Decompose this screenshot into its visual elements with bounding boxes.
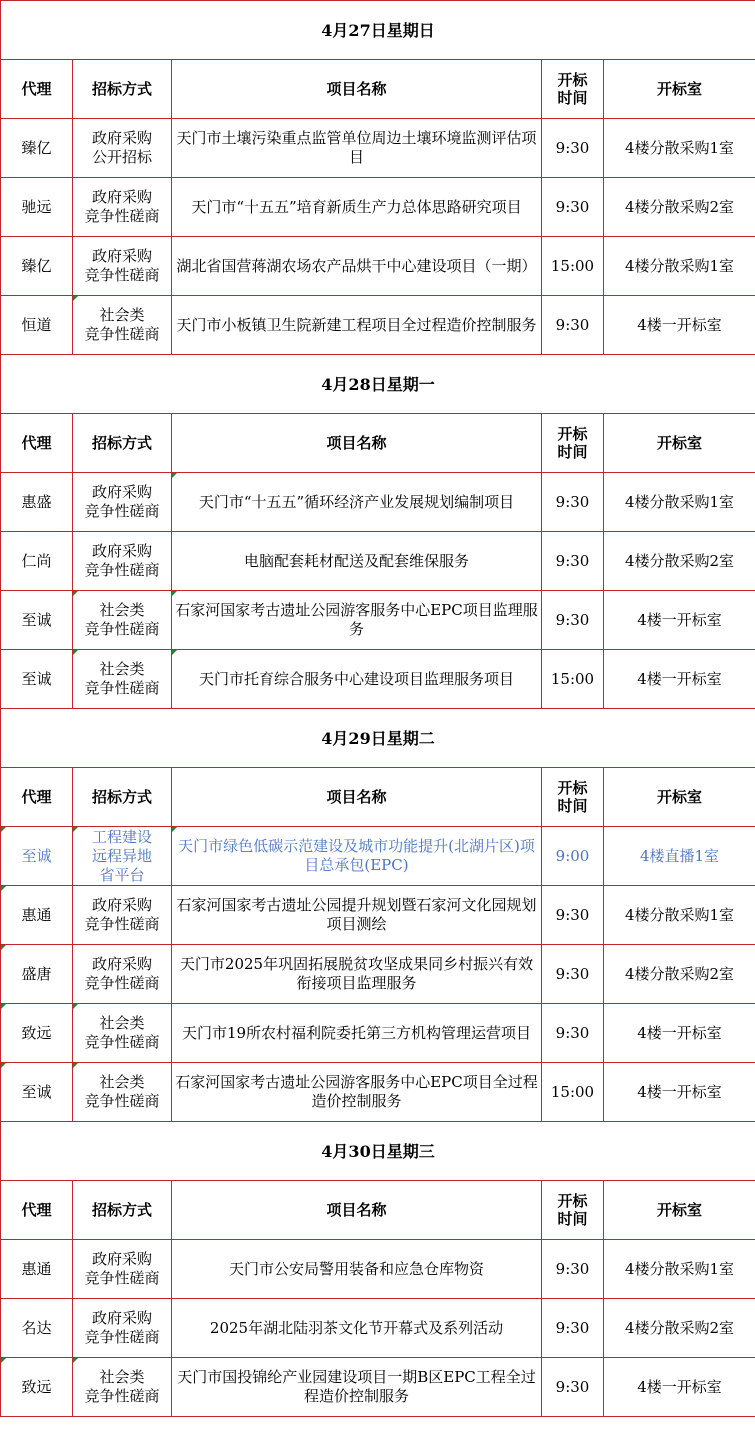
header-row	[1, 768, 755, 827]
header-agent: 代理	[1, 414, 73, 473]
header-project: 项目名称	[172, 414, 542, 473]
time-cell: 9:30	[542, 1240, 604, 1299]
project-cell: 石家河国家考古遗址公园游客服务中心EPC项目全过程造价控制服务	[172, 1063, 542, 1122]
method-cell	[73, 827, 172, 886]
date-row	[1, 1, 755, 60]
project-cell: 2025年湖北陆羽茶文化节开幕式及系列活动	[172, 1299, 542, 1358]
time-cell: 9:30	[542, 473, 604, 532]
header-project: 项目名称	[172, 1181, 542, 1240]
room-cell: 4楼一开标室	[604, 296, 755, 355]
header-time-line2: 时间	[557, 797, 588, 815]
room-cell: 4楼一开标室	[604, 1004, 755, 1063]
date-heading: 4月27日星期日	[1, 1, 755, 60]
method-line1: 政府采购	[91, 188, 152, 206]
method-line2: 公开招标	[91, 148, 152, 166]
time-cell: 9:30	[542, 886, 604, 945]
table-row	[1, 296, 755, 355]
header-room: 开标室	[604, 768, 755, 827]
method-line1: 政府采购	[91, 1250, 152, 1268]
agent-cell: 致远	[1, 1004, 73, 1063]
date-row	[1, 709, 755, 768]
agent-cell: 臻亿	[1, 237, 73, 296]
table-row	[1, 1240, 755, 1299]
room-cell: 4楼分散采购2室	[604, 532, 755, 591]
time-cell: 9:00	[542, 827, 604, 886]
method-cell	[73, 1358, 172, 1417]
method-cell	[73, 473, 172, 532]
room-cell: 4楼分散采购2室	[604, 1299, 755, 1358]
project-cell: 石家河国家考古遗址公园提升规划暨石家河文化园规划项目测绘	[172, 886, 542, 945]
method-cell	[73, 1299, 172, 1358]
project-cell: 天门市“十五五”培育新质生产力总体思路研究项目	[172, 178, 542, 237]
header-time-line2: 时间	[557, 443, 588, 461]
date-row	[1, 355, 755, 414]
project-cell: 天门市19所农村福利院委托第三方机构管理运营项目	[172, 1004, 542, 1063]
method-cell	[73, 1240, 172, 1299]
method-cell	[73, 532, 172, 591]
table-row	[1, 1063, 755, 1122]
method-cell	[73, 945, 172, 1004]
method-cell	[73, 1004, 172, 1063]
project-cell: 电脑配套耗材配送及配套维保服务	[172, 532, 542, 591]
method-line1: 政府采购	[91, 1309, 152, 1327]
method-cell	[73, 178, 172, 237]
method-line1: 政府采购	[91, 955, 152, 973]
header-time-line2: 时间	[557, 89, 588, 107]
project-cell: 天门市土壤污染重点监管单位周边土壤环境监测评估项目	[172, 119, 542, 178]
agent-cell: 至诚	[1, 591, 73, 650]
header-row	[1, 60, 755, 119]
table-row	[1, 827, 755, 886]
time-cell: 9:30	[542, 532, 604, 591]
project-cell: 天门市公安局警用装备和应急仓库物资	[172, 1240, 542, 1299]
table-row	[1, 1004, 755, 1063]
room-cell: 4楼分散采购1室	[604, 473, 755, 532]
method-line2: 远程异地	[91, 846, 152, 865]
date-heading: 4月29日星期二	[1, 709, 755, 768]
project-cell: 石家河国家考古遗址公园游客服务中心EPC项目监理服务	[172, 591, 542, 650]
header-room: 开标室	[604, 414, 755, 473]
table-row	[1, 1358, 755, 1417]
header-method: 招标方式	[73, 414, 172, 473]
project-cell: 天门市绿色低碳示范建设及城市功能提升(北湖片区)项目总承包(EPC)	[172, 827, 542, 886]
agent-cell: 惠通	[1, 1240, 73, 1299]
method-line2: 竞争性磋商	[84, 620, 160, 638]
time-cell: 9:30	[542, 119, 604, 178]
method-line1: 政府采购	[91, 247, 152, 265]
time-cell: 9:30	[542, 945, 604, 1004]
project-cell: 天门市小板镇卫生院新建工程项目全过程造价控制服务	[172, 296, 542, 355]
method-line2: 竞争性磋商	[84, 207, 160, 225]
method-line3: 省平台	[99, 865, 145, 884]
table-row	[1, 591, 755, 650]
header-time	[542, 414, 604, 473]
method-line2: 竞争性磋商	[84, 915, 160, 933]
table-row	[1, 178, 755, 237]
agent-cell: 至诚	[1, 650, 73, 709]
room-cell: 4楼分散采购2室	[604, 178, 755, 237]
method-line1: 政府采购	[91, 483, 152, 501]
method-line2: 竞争性磋商	[84, 1387, 160, 1405]
time-cell: 9:30	[542, 1004, 604, 1063]
time-cell: 9:30	[542, 1299, 604, 1358]
table-row	[1, 119, 755, 178]
header-row	[1, 414, 755, 473]
time-cell: 9:30	[542, 591, 604, 650]
header-method: 招标方式	[73, 768, 172, 827]
header-method: 招标方式	[73, 1181, 172, 1240]
method-line2: 竞争性磋商	[84, 974, 160, 992]
time-cell: 9:30	[542, 296, 604, 355]
agent-cell: 惠通	[1, 886, 73, 945]
agent-cell: 恒道	[1, 296, 73, 355]
room-cell: 4楼一开标室	[604, 1358, 755, 1417]
method-cell	[73, 1063, 172, 1122]
method-line2: 竞争性磋商	[84, 1033, 160, 1051]
room-cell: 4楼一开标室	[604, 1063, 755, 1122]
table-row	[1, 237, 755, 296]
method-line2: 竞争性磋商	[84, 561, 160, 579]
header-agent: 代理	[1, 768, 73, 827]
method-line2: 竞争性磋商	[84, 679, 160, 697]
method-line2: 竞争性磋商	[84, 1328, 160, 1346]
table-row	[1, 473, 755, 532]
time-cell: 15:00	[542, 650, 604, 709]
method-cell	[73, 296, 172, 355]
header-agent: 代理	[1, 60, 73, 119]
agent-cell: 至诚	[1, 1063, 73, 1122]
header-project: 项目名称	[172, 60, 542, 119]
method-line1: 社会类	[99, 1368, 145, 1386]
method-line1: 工程建设	[91, 827, 152, 846]
agent-cell: 至诚	[1, 827, 73, 886]
room-cell: 4楼分散采购1室	[604, 237, 755, 296]
method-cell	[73, 237, 172, 296]
method-cell	[73, 886, 172, 945]
room-cell: 4楼分散采购2室	[604, 945, 755, 1004]
header-row	[1, 1181, 755, 1240]
method-line2: 竞争性磋商	[84, 502, 160, 520]
method-line2: 竞争性磋商	[84, 325, 160, 343]
header-time-line1: 开标	[557, 779, 588, 797]
time-cell: 15:00	[542, 237, 604, 296]
date-heading: 4月30日星期三	[1, 1122, 755, 1181]
header-time-line1: 开标	[557, 71, 588, 89]
method-line1: 政府采购	[91, 542, 152, 560]
time-cell: 15:00	[542, 1063, 604, 1122]
header-time-line1: 开标	[557, 1192, 588, 1210]
header-room: 开标室	[604, 1181, 755, 1240]
agent-cell: 盛唐	[1, 945, 73, 1004]
project-cell: 天门市“十五五”循环经济产业发展规划编制项目	[172, 473, 542, 532]
project-cell: 天门市2025年巩固拓展脱贫攻坚成果同乡村振兴有效衔接项目监理服务	[172, 945, 542, 1004]
table-row	[1, 532, 755, 591]
date-row	[1, 1122, 755, 1181]
header-time	[542, 768, 604, 827]
room-cell: 4楼一开标室	[604, 650, 755, 709]
method-line1: 社会类	[99, 1014, 145, 1032]
project-cell: 天门市托育综合服务中心建设项目监理服务项目	[172, 650, 542, 709]
agent-cell: 臻亿	[1, 119, 73, 178]
project-cell: 天门市国投锦纶产业园建设项目一期B区EPC工程全过程造价控制服务	[172, 1358, 542, 1417]
room-cell: 4楼分散采购1室	[604, 119, 755, 178]
agent-cell: 致远	[1, 1358, 73, 1417]
method-line2: 竞争性磋商	[84, 1092, 160, 1110]
method-cell	[73, 119, 172, 178]
room-cell: 4楼分散采购1室	[604, 886, 755, 945]
method-line2: 竞争性磋商	[84, 1269, 160, 1287]
header-method: 招标方式	[73, 60, 172, 119]
method-line2: 竞争性磋商	[84, 266, 160, 284]
header-time	[542, 60, 604, 119]
time-cell: 9:30	[542, 178, 604, 237]
time-cell: 9:30	[542, 1358, 604, 1417]
method-line1: 政府采购	[91, 129, 152, 147]
agent-cell: 名达	[1, 1299, 73, 1358]
header-time-line1: 开标	[557, 425, 588, 443]
agent-cell: 仁尚	[1, 532, 73, 591]
header-agent: 代理	[1, 1181, 73, 1240]
method-cell	[73, 591, 172, 650]
header-time-line2: 时间	[557, 1210, 588, 1228]
method-line1: 社会类	[99, 660, 145, 678]
header-time	[542, 1181, 604, 1240]
table-row	[1, 886, 755, 945]
method-line1: 社会类	[99, 601, 145, 619]
method-line1: 社会类	[99, 306, 145, 324]
method-cell	[73, 650, 172, 709]
project-cell: 湖北省国营蒋湖农场农产品烘干中心建设项目（一期）	[172, 237, 542, 296]
table-row	[1, 945, 755, 1004]
table-row	[1, 1299, 755, 1358]
room-cell: 4楼直播1室	[604, 827, 755, 886]
room-cell: 4楼分散采购1室	[604, 1240, 755, 1299]
agent-cell: 驰远	[1, 178, 73, 237]
date-heading: 4月28日星期一	[1, 355, 755, 414]
room-cell: 4楼一开标室	[604, 591, 755, 650]
header-room: 开标室	[604, 60, 755, 119]
method-line1: 政府采购	[91, 896, 152, 914]
agent-cell: 惠盛	[1, 473, 73, 532]
table-row	[1, 650, 755, 709]
method-line1: 社会类	[99, 1073, 145, 1091]
schedule-body	[1, 1, 755, 1417]
header-project: 项目名称	[172, 768, 542, 827]
